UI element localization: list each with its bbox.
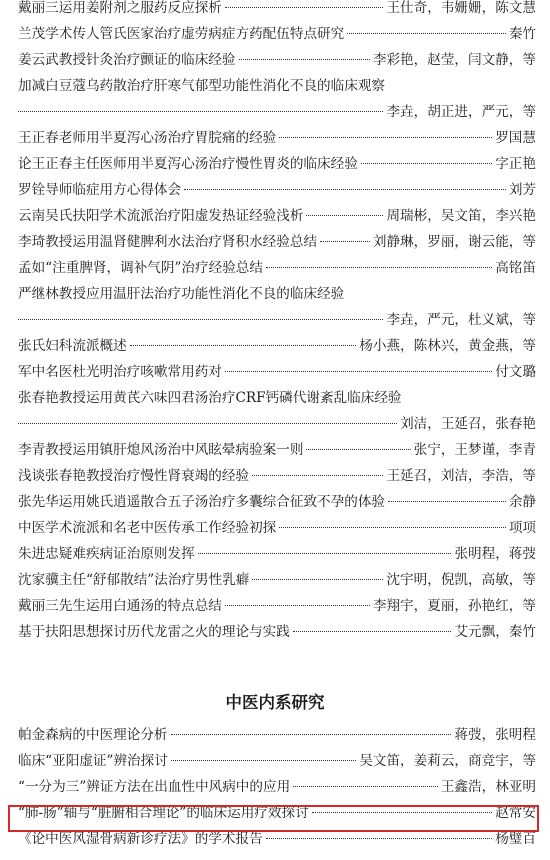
toc-entry[interactable] <box>18 156 536 182</box>
toc-entry-title: 帕金森病的中医理论分析 <box>18 727 168 743</box>
toc-entry[interactable] <box>18 390 536 442</box>
toc-entry-title: 罗铨导师临症用方心得体会 <box>18 182 182 198</box>
toc-entry[interactable] <box>18 442 536 468</box>
leader-dots <box>279 137 492 138</box>
leader-dots <box>266 267 492 268</box>
toc-entry[interactable] <box>18 0 536 26</box>
toc-entry[interactable] <box>18 234 536 260</box>
toc-entry[interactable] <box>18 598 536 624</box>
toc-entry[interactable] <box>18 260 536 286</box>
toc-entry[interactable] <box>18 727 536 753</box>
toc-entry-title: 张春艳教授运用黄芪六味四君汤治疗CRF钙磷代谢紊乱临床经验 <box>18 390 402 406</box>
toc-list-bottom <box>18 727 536 857</box>
toc-entry-title: 兰茂学术传人管氏医家治疗虚劳病症方药配伍特点研究 <box>18 26 345 42</box>
toc-entry-authors: 沈宇明，倪凯，高敏，等 <box>386 572 536 588</box>
toc-entry-authors: 王仕奇，韦姗姗，陈文慧 <box>386 0 536 16</box>
toc-entry-title: “肺-肠”轴与“脏腑相合理论”的临床运用疗效探讨 <box>18 805 309 821</box>
leader-dots <box>239 59 370 60</box>
toc-entry[interactable] <box>18 26 536 52</box>
toc-entry-authors: 杨小燕，陈林兴，黄金燕，等 <box>359 338 536 354</box>
toc-entry-authors: 张明程，蒋弢 <box>454 546 536 562</box>
leader-dots <box>18 111 383 112</box>
toc-entry-title: 孟如“注重脾肾，调补气阴”治疗经验总结 <box>18 260 263 276</box>
leader-dots <box>347 33 506 34</box>
toc-list-top <box>18 0 536 650</box>
leader-dots <box>388 501 506 502</box>
toc-entry[interactable] <box>18 494 536 520</box>
toc-entry[interactable] <box>18 208 536 234</box>
leader-dots <box>198 553 452 554</box>
toc-entry-authors: 周瑞彬，吴文笛，李兴艳 <box>386 208 536 224</box>
leader-dots <box>279 527 506 528</box>
toc-entry[interactable] <box>18 520 536 546</box>
toc-entry-title: 浅谈张春艳教授治疗慢性肾衰竭的经验 <box>18 468 250 484</box>
toc-entry-authors: 李翔宇，夏丽，孙艳红，等 <box>372 598 536 614</box>
toc-entry-title: 李琦教授运用温肾健脾利水法治疗肾积水经验总结 <box>18 234 318 250</box>
toc-entry-authors: 杨璧百 <box>495 831 536 847</box>
toc-entry-authors: 高铭笛 <box>495 260 536 276</box>
toc-entry-authors: 罗国慧 <box>495 130 536 146</box>
leader-dots <box>361 163 492 164</box>
toc-entry-title: 姜云武教授针灸治疗颤证的临床经验 <box>18 52 236 68</box>
leader-dots <box>306 215 383 216</box>
toc-entry-authors: 王鑫浩，林亚明 <box>440 779 536 795</box>
leader-dots <box>293 786 438 787</box>
toc-entry[interactable] <box>18 78 536 130</box>
toc-entry-authors: 蒋弢，张明程 <box>454 727 536 743</box>
toc-entry-title: 朱进忠疑难疾病证治原则发挥 <box>18 546 195 562</box>
toc-entry-authors: 刘洁，王延召，张春艳 <box>400 416 536 432</box>
toc-entry-authors: 艾元飘，秦竹 <box>454 624 536 640</box>
toc-entry[interactable] <box>18 831 536 857</box>
leader-dots <box>18 423 397 424</box>
toc-entry-title: “一分为三”辨证方法在出血性中风病中的应用 <box>18 779 291 795</box>
leader-dots <box>171 734 452 735</box>
toc-entry-title: 王正春老师用半夏泻心汤治疗胃脘痛的经验 <box>18 130 277 146</box>
toc-entry[interactable] <box>18 779 536 805</box>
toc-entry[interactable] <box>18 624 536 650</box>
toc-entry-authors: 吴文笛，姜莉云，商竞宇，等 <box>359 753 536 769</box>
leader-dots <box>306 449 410 450</box>
toc-entry-title: 《论中医风湿骨病新诊疗法》的学术报告 <box>18 831 263 847</box>
toc-entry-authors: 王延召，刘洁，李浩，等 <box>386 468 536 484</box>
toc-entry[interactable] <box>18 468 536 494</box>
toc-entry-title: 张氏妇科流派概述 <box>18 338 127 354</box>
leader-dots <box>18 319 383 320</box>
toc-entry-title: 戴丽三运用姜附剂之服药反应探析 <box>18 0 222 16</box>
toc-entry-authors: 项项 <box>508 520 536 536</box>
leader-dots <box>266 838 493 839</box>
toc-entry-title: 沈家骥主任“舒郁散结”法治疗男性乳癖 <box>18 572 250 588</box>
toc-entry[interactable] <box>18 286 536 338</box>
leader-dots <box>225 371 492 372</box>
toc-entry-authors: 秦竹 <box>508 26 536 42</box>
leader-dots <box>320 241 370 242</box>
toc-entry[interactable] <box>18 338 536 364</box>
toc-entry[interactable] <box>18 572 536 598</box>
toc-entry-authors: 张宁，王梦谨，李青 <box>413 442 536 458</box>
toc-entry-title: 论王正春主任医师用半夏泻心汤治疗慢性胃炎的临床经验 <box>18 156 358 172</box>
section-heading: 中医内系研究 <box>225 693 325 712</box>
toc-entry-title: 基于扶阳思想探讨历代龙雷之火的理论与实践 <box>18 624 290 640</box>
toc-entry-title: 戴丽三先生运用白通汤的特点总结 <box>18 598 222 614</box>
toc-entry-authors: 刘静琳，罗丽，谢云能，等 <box>372 234 536 250</box>
toc-entry-title: 张先华运用姚氏逍遥散合五子汤治疗多囊综合征致不孕的体验 <box>18 494 386 510</box>
leader-dots <box>225 605 370 606</box>
leader-dots <box>225 7 384 8</box>
toc-entry-title: 军中名医杜光明治疗咳嗽常用药对 <box>18 364 222 380</box>
toc-entry-authors: 余静 <box>508 494 536 510</box>
leader-dots <box>171 760 356 761</box>
toc-entry-authors: 字正艳 <box>495 156 536 172</box>
toc-entry-title: 临床“亚阳虚证”辨治探讨 <box>18 753 168 769</box>
toc-entry-authors: 李垚，胡正进，严元，等 <box>386 104 536 120</box>
toc-entry-authors: 付文璐 <box>495 364 536 380</box>
toc-entry[interactable] <box>18 546 536 572</box>
toc-entry[interactable] <box>18 52 536 78</box>
toc-entry-title: 严继林教授应用温肝法治疗功能性消化不良的临床经验 <box>18 286 345 302</box>
toc-entry-authors: 赵常安 <box>495 805 536 821</box>
leader-dots <box>184 189 506 190</box>
leader-dots <box>252 579 383 580</box>
toc-entry[interactable] <box>18 364 536 390</box>
toc-entry[interactable] <box>18 182 536 208</box>
toc-entry-title: 李青教授运用镇肝熄风汤治中风眩晕病验案一则 <box>18 442 304 458</box>
toc-entry-title: 云南吴氏扶阳学术流派治疗阳虚发热证经验浅析 <box>18 208 304 224</box>
toc-entry-authors: 李彩艳，赵莹，闫文静，等 <box>372 52 536 68</box>
toc-entry-title: 加减白豆蔻乌药散治疗肝寒气郁型功能性消化不良的临床观察 <box>18 78 386 94</box>
toc-entry[interactable] <box>18 753 536 779</box>
leader-dots <box>252 475 383 476</box>
toc-entry-authors: 李垚，严元，杜义斌，等 <box>386 312 536 328</box>
toc-entry-title: 中医学术流派和名老中医传承工作经验初探 <box>18 520 277 536</box>
leader-dots <box>130 345 357 346</box>
toc-entry[interactable] <box>18 130 536 156</box>
highlight-box <box>8 805 539 832</box>
leader-dots <box>293 631 452 632</box>
toc-entry-authors: 刘芳 <box>508 182 536 198</box>
